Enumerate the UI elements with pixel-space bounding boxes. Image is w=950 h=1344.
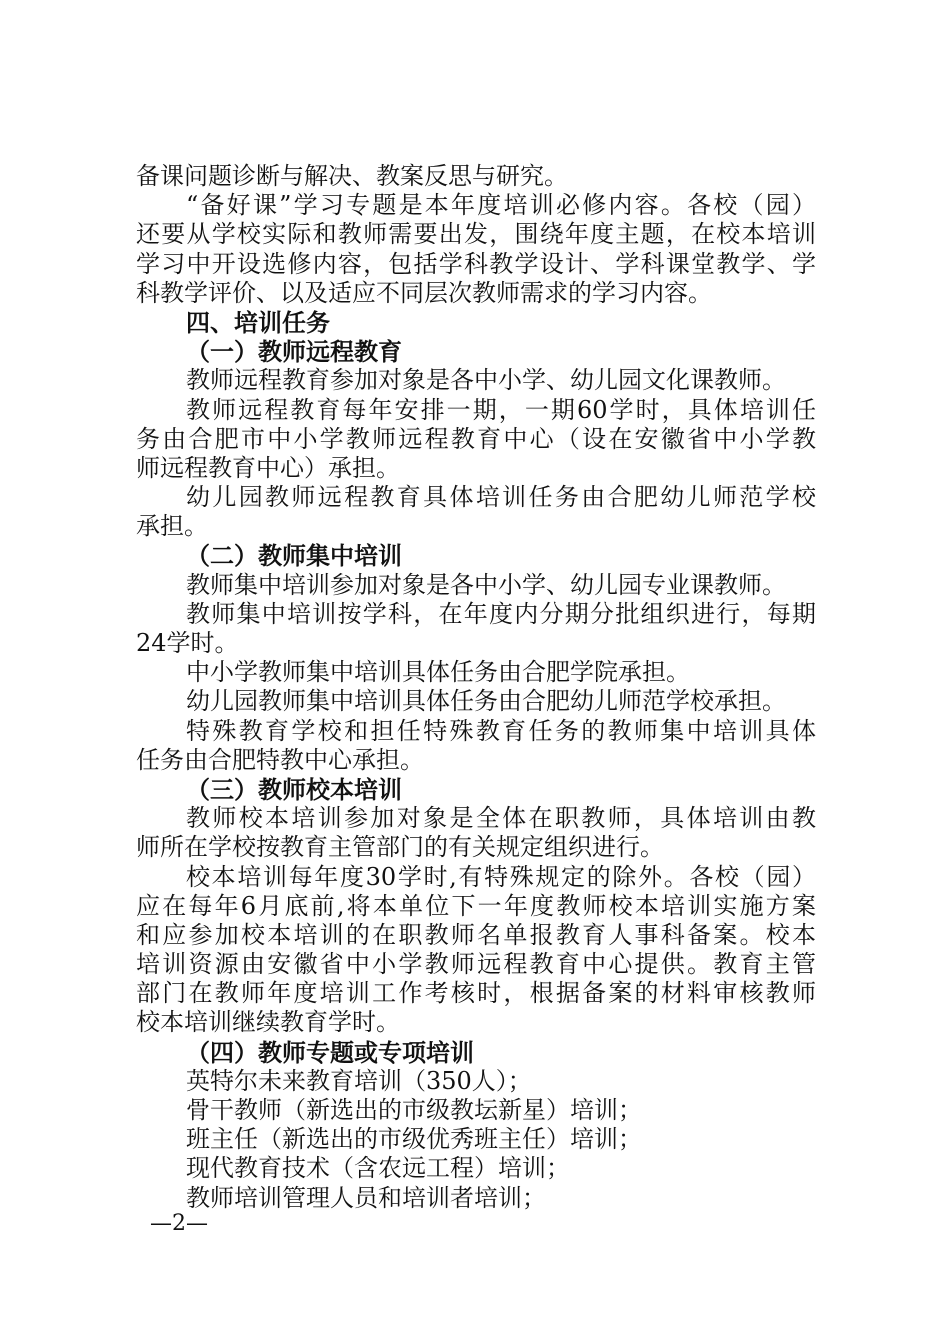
list-item: 现代教育技术（含农远工程）培训；	[186, 1154, 570, 1183]
list-item: 教师培训管理人员和培训者培训；	[186, 1183, 546, 1212]
list-item: 骨干教师（新选出的市级教坛新星）培训；	[186, 1096, 642, 1124]
text-line: 教师集中培训参加对象是各中小学、幼儿园专业课教师。	[186, 570, 786, 599]
text-line: 培训资源由安徽省中小学教师远程教育中心提供。教育主管	[136, 950, 816, 979]
text-line: 幼儿园教师远程教育具体培训任务由合肥幼儿师范学校	[186, 483, 816, 512]
text-line: 师远程教育中心）承担。	[136, 453, 400, 482]
text-line: 校本培训继续教育学时。	[136, 1008, 400, 1037]
text-line: 还要从学校实际和教师需要出发，围绕年度主题，在校本培训	[136, 220, 816, 249]
list-item: 班主任（新选出的市级优秀班主任）培训；	[186, 1125, 642, 1154]
text-line: 教师集中培训按学科，在年度内分期分批组织进行，每期	[186, 599, 816, 628]
text-line: 幼儿园教师集中培训具体任务由合肥幼儿师范学校承担。	[186, 687, 786, 716]
text-line: 和应参加校本培训的在职教师名单报教育人事科备案。校本	[136, 920, 816, 949]
list-item: 英特尔未来教育培训（350人）；	[186, 1066, 532, 1095]
subsection-heading: （四）教师专题或专项培训	[186, 1037, 474, 1067]
text-line: 校本培训每年度30学时,有特殊规定的除外。各校（园）	[186, 862, 816, 891]
subsection-heading: （三）教师校本培训	[186, 774, 402, 804]
page-number: —2—	[150, 1211, 208, 1236]
text-line: 教师远程教育参加对象是各中小学、幼儿园文化课教师。	[186, 366, 786, 395]
text-line: 教师校本培训参加对象是全体在职教师，具体培训由教	[186, 804, 816, 833]
text-line: 24学时。	[136, 629, 239, 657]
text-line: 务由合肥市中小学教师远程教育中心（设在安徽省中小学教	[136, 424, 816, 453]
document-body	[136, 162, 816, 1213]
text-line: “备好课”学习专题是本年度培训必修内容。各校（园）	[186, 191, 816, 220]
text-line: 备课问题诊断与解决、教案反思与研究。	[136, 162, 568, 190]
subsection-heading: （一）教师远程教育	[186, 337, 402, 367]
text-line: 应在每年6月底前,将本单位下一年度教师校本培训实施方案	[136, 891, 816, 920]
text-line: 科教学评价、以及适应不同层次教师需求的学习内容。	[136, 278, 712, 307]
text-line: 中小学教师集中培训具体任务由合肥学院承担。	[186, 658, 690, 687]
text-line: 教师远程教育每年安排一期，一期60学时，具体培训任	[186, 395, 816, 424]
subsection-heading: （二）教师集中培训	[186, 541, 402, 571]
text-line: 特殊教育学校和担任特殊教育任务的教师集中培训具体	[186, 716, 816, 745]
text-line: 任务由合肥特教中心承担。	[136, 745, 424, 774]
section-heading: 四、培训任务	[186, 307, 330, 337]
text-line: 部门在教师年度培训工作考核时，根据备案的材料审核教师	[136, 979, 816, 1008]
text-line: 学习中开设选修内容，包括学科教学设计、学科课堂教学、学	[136, 249, 816, 278]
text-line: 师所在学校按教育主管部门的有关规定组织进行。	[136, 833, 664, 862]
text-line: 承担。	[136, 512, 208, 541]
